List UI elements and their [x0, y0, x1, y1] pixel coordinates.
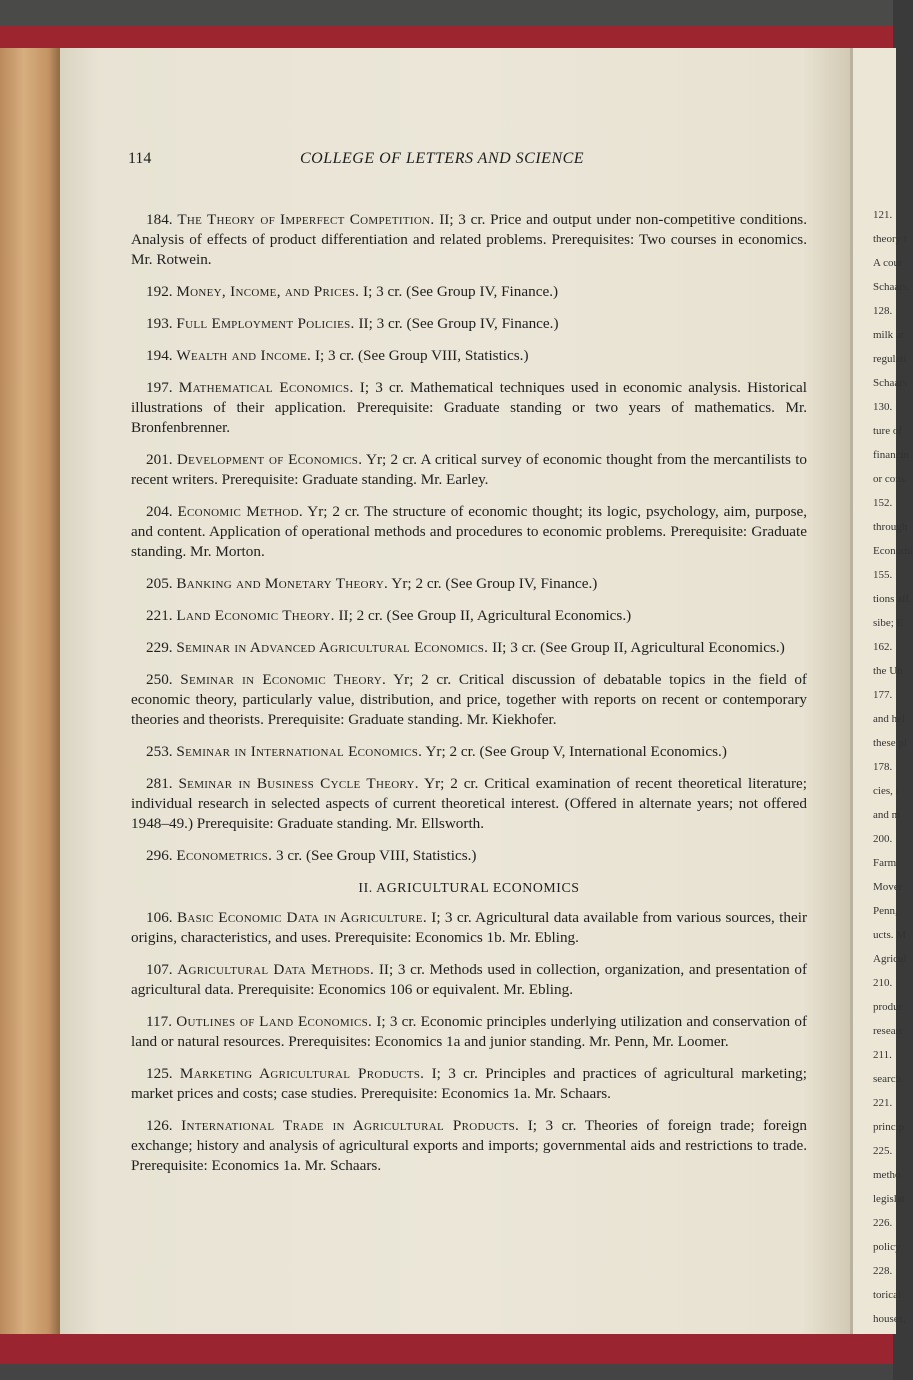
course-entry	[131, 960, 807, 1000]
adjacent-page-fragment: 225.	[873, 1145, 893, 1157]
course-number: 184.	[146, 211, 173, 228]
course-title: Seminar in International Economics.	[176, 743, 423, 760]
adjacent-page-fragment: search.	[873, 1073, 904, 1085]
course-title: Seminar in Economic Theory.	[180, 671, 387, 688]
adjacent-page-fragment: 130.	[873, 401, 893, 413]
course-entry	[131, 1012, 807, 1052]
adjacent-page-fragment: Schaars	[873, 377, 908, 389]
course-title: International Trade in Agricultural Products.	[181, 1117, 520, 1134]
adjacent-page-fragment: 155.	[873, 569, 893, 581]
adjacent-page-fragment: Economi	[873, 545, 913, 557]
adjacent-page-fragment: Farm	[873, 857, 897, 869]
adjacent-page-fragment: 210.	[873, 977, 893, 989]
adjacent-page-fragment: theory t	[873, 233, 907, 245]
adjacent-page-fragment: torical	[873, 1289, 902, 1301]
adjacent-page-fragment: Penn,	[873, 905, 898, 917]
running-head: COLLEGE OF LETTERS AND SCIENCE	[300, 150, 585, 167]
book-cover-top-edge	[0, 26, 893, 48]
course-title: Land Economic Theory.	[176, 607, 335, 624]
adjacent-page-fragment: and hel	[873, 713, 906, 725]
scanner-background-top	[0, 0, 893, 26]
course-title: Basic Economic Data in Agriculture.	[176, 909, 427, 926]
course-number: 126.	[146, 1117, 173, 1134]
course-title: Banking and Monetary Theory.	[176, 575, 389, 592]
adjacent-page-fragment: legislat	[873, 1193, 905, 1205]
adjacent-page-fragment: 178.	[873, 761, 893, 773]
adjacent-page-fragment: tions aff	[873, 593, 910, 605]
course-entry	[131, 774, 807, 834]
course-listing	[131, 210, 807, 1188]
adjacent-page-fragment: metho	[873, 1169, 901, 1181]
course-entry	[131, 908, 807, 948]
adjacent-page-fragment: sibe; E	[873, 617, 904, 629]
adjacent-page-fragment: policy	[873, 1241, 901, 1253]
adjacent-page-fragment: 221.	[873, 1097, 893, 1109]
course-title: Outlines of Land Economics.	[176, 1013, 373, 1030]
adjacent-page-fragment: regulati	[873, 353, 907, 365]
adjacent-page-fragment: Agricul	[873, 953, 907, 965]
adjacent-page-fragment: 200.	[873, 833, 893, 845]
adjacent-page-fragment: princip	[873, 1121, 905, 1133]
course-title: Seminar in Advanced Agricultural Economics.	[176, 639, 489, 656]
adjacent-page-strip	[850, 48, 913, 1334]
adjacent-page-fragment: the Un	[873, 665, 903, 677]
adjacent-page-fragment: milk ar	[873, 329, 905, 341]
course-number: 197.	[146, 379, 173, 396]
course-title: Wealth and Income.	[176, 347, 312, 364]
course-title: Agricultural Data Methods.	[177, 961, 375, 978]
course-title: Econometrics.	[176, 847, 273, 864]
course-description: Yr; 2 cr. (See Group V, International Economics.)	[425, 743, 727, 760]
course-title: The Theory of Imperfect Competition.	[177, 211, 435, 228]
adjacent-page-fragment: 128.	[873, 305, 893, 317]
course-description: Yr; 2 cr. Critical discussion of debatable topics in the field of economic theory, particularly value, distribution, and price, together with reports on recent or contemporary theories and theorists. Prerequisite: Graduate standing. Mr. Kiekhofer.	[131, 671, 807, 728]
adjacent-page-fragment: cies, i	[873, 785, 899, 797]
scanner-background-bottom	[0, 1364, 893, 1380]
course-number: 281.	[146, 775, 173, 792]
course-description: 3 cr. (See Group VIII, Statistics.)	[276, 847, 477, 864]
economic-theory-entries	[131, 210, 807, 866]
course-title: Economic Method.	[177, 503, 303, 520]
adjacent-page-fragment: 121.	[873, 209, 893, 221]
course-description: I; 3 cr. (See Group IV, Finance.)	[363, 283, 559, 300]
course-number: 106.	[146, 909, 173, 926]
adjacent-page-fragment: Mover	[873, 881, 903, 893]
adjacent-page-fragment: researc	[873, 1025, 905, 1037]
course-number: 221.	[146, 607, 173, 624]
adjacent-page-fragment: 152.	[873, 497, 893, 509]
course-entry	[131, 378, 807, 438]
course-number: 253.	[146, 743, 173, 760]
course-number: 193.	[146, 315, 173, 332]
agricultural-economics-entries	[131, 908, 807, 1176]
course-title: Mathematical Economics.	[178, 379, 354, 396]
adjacent-page-fragment: 226.	[873, 1217, 893, 1229]
course-number: 205.	[146, 575, 173, 592]
course-title: Money, Income, and Prices.	[176, 283, 360, 300]
adjacent-page-fragment: 228.	[873, 1265, 893, 1277]
adjacent-page-fragment: 211.	[873, 1049, 892, 1061]
course-number: 229.	[146, 639, 173, 656]
course-description: II; 3 cr. (See Group II, Agricultural Economics.)	[492, 639, 785, 656]
course-description: Yr; 2 cr. A critical survey of economic thought from the mercantilists to recent writers. Prerequisite: Graduate standing. Mr. Earley.	[131, 451, 808, 488]
page-header	[128, 150, 808, 172]
course-entry	[131, 282, 807, 302]
course-entry	[131, 670, 807, 730]
book-binding	[0, 48, 60, 1336]
course-entry	[131, 638, 807, 658]
course-title: Seminar in Business Cycle Theory.	[178, 775, 419, 792]
course-number: 107.	[146, 961, 173, 978]
course-entry	[131, 502, 807, 562]
adjacent-page-fragment: 177.	[873, 689, 893, 701]
course-entry	[131, 314, 807, 334]
course-entry	[131, 346, 807, 366]
adjacent-page-fragment: ture of	[873, 425, 903, 437]
course-number: 204.	[146, 503, 173, 520]
course-number: 201.	[146, 451, 173, 468]
course-title: Full Employment Policies.	[176, 315, 355, 332]
adjacent-page-fragment: or cons	[873, 473, 906, 485]
course-description: I; 3 cr. (See Group VIII, Statistics.)	[314, 347, 529, 364]
course-description: I; 3 cr. Principles and practices of agricultural marketing; market prices and costs; case studies. Prerequisite: Economics 1a. Mr. Schaars.	[131, 1065, 807, 1102]
adjacent-page-fragment: and m	[873, 809, 901, 821]
course-entry	[131, 210, 807, 270]
course-entry	[131, 1116, 807, 1176]
adjacent-page-fragment: through	[873, 521, 908, 533]
course-description: Yr; 2 cr. The structure of economic thought; its logic, psychology, aim, purpose, and content. Application of operational methods and procedures to economic problems. Prerequisite: Graduate standing. Mr. Morton.	[131, 503, 808, 560]
book-cover-bottom-edge	[0, 1334, 893, 1364]
course-description: II; 2 cr. (See Group II, Agricultural Economics.)	[338, 607, 632, 624]
course-description: I; 3 cr. Mathematical techniques used in economic analysis. Historical illustrations of their application. Prerequisite: Graduate standing or two years of mathematics. Mr. Bronfenbrenner.	[131, 379, 808, 436]
adjacent-page-fragment: ucts. M	[873, 929, 906, 941]
course-entry	[131, 742, 807, 762]
course-description: I; 3 cr. Economic principles underlying utilization and conservation of land or natural resources. Prerequisites: Economics 1a and junior standing. Mr. Penn, Mr. Loomer.	[131, 1013, 808, 1050]
course-description: II; 3 cr. (See Group IV, Finance.)	[358, 315, 559, 332]
page-number: 114	[128, 150, 152, 167]
adjacent-page-fragment: these pl	[873, 737, 907, 749]
adjacent-page-fragment: produc	[873, 1001, 904, 1013]
course-number: 125.	[146, 1065, 173, 1082]
adjacent-page-fragment: Schaars.	[873, 281, 910, 293]
course-entry	[131, 1064, 807, 1104]
course-description: I; 3 cr. Theories of foreign trade; foreign exchange; history and analysis of agricultural exports and imports; governmental aids and restrictions to trade. Prerequisite: Economics 1a. Mr. Schaars.	[131, 1117, 808, 1174]
course-description: Yr; 2 cr. Critical examination of recent theoretical literature; individual research in selected aspects of current theoretical interest. (Offered in alternate years; not offered 1948–49.) Prerequisite: Graduate standing. Mr. Ellsworth.	[131, 775, 808, 832]
adjacent-page-fragment: financin	[873, 449, 910, 461]
course-description: I; 3 cr. Agricultural data available from various sources, their origins, characteristics, and uses. Prerequisite: Economics 1b. Mr. Ebling.	[131, 909, 808, 946]
course-description: II; 3 cr. Methods used in collection, organization, and presentation of agricultural data. Prerequisite: Economics 106 or equivalent. Mr. Ebling.	[131, 961, 808, 998]
adjacent-page-fragment: A cour	[873, 257, 903, 269]
course-entry	[131, 846, 807, 866]
course-entry	[131, 450, 807, 490]
course-number: 296.	[146, 847, 173, 864]
course-number: 117.	[146, 1013, 173, 1030]
course-description: Yr; 2 cr. (See Group IV, Finance.)	[391, 575, 598, 592]
course-number: 250.	[146, 671, 173, 688]
adjacent-page-fragment: 162.	[873, 641, 893, 653]
course-number: 194.	[146, 347, 173, 364]
course-entry	[131, 606, 807, 626]
course-description: II; 3 cr. Price and output under non-competitive conditions. Analysis of effects of product differentiation and related problems. Prerequisites: Two courses in economics. Mr. Rotwein.	[131, 211, 807, 268]
course-entry	[131, 574, 807, 594]
section-heading: II. AGRICULTURAL ECONOMICS	[358, 880, 580, 895]
adjacent-page-fragment: houses,	[873, 1313, 906, 1325]
course-title: Development of Economics.	[176, 451, 363, 468]
course-title: Marketing Agricultural Products.	[179, 1065, 425, 1082]
course-number: 192.	[146, 283, 173, 300]
